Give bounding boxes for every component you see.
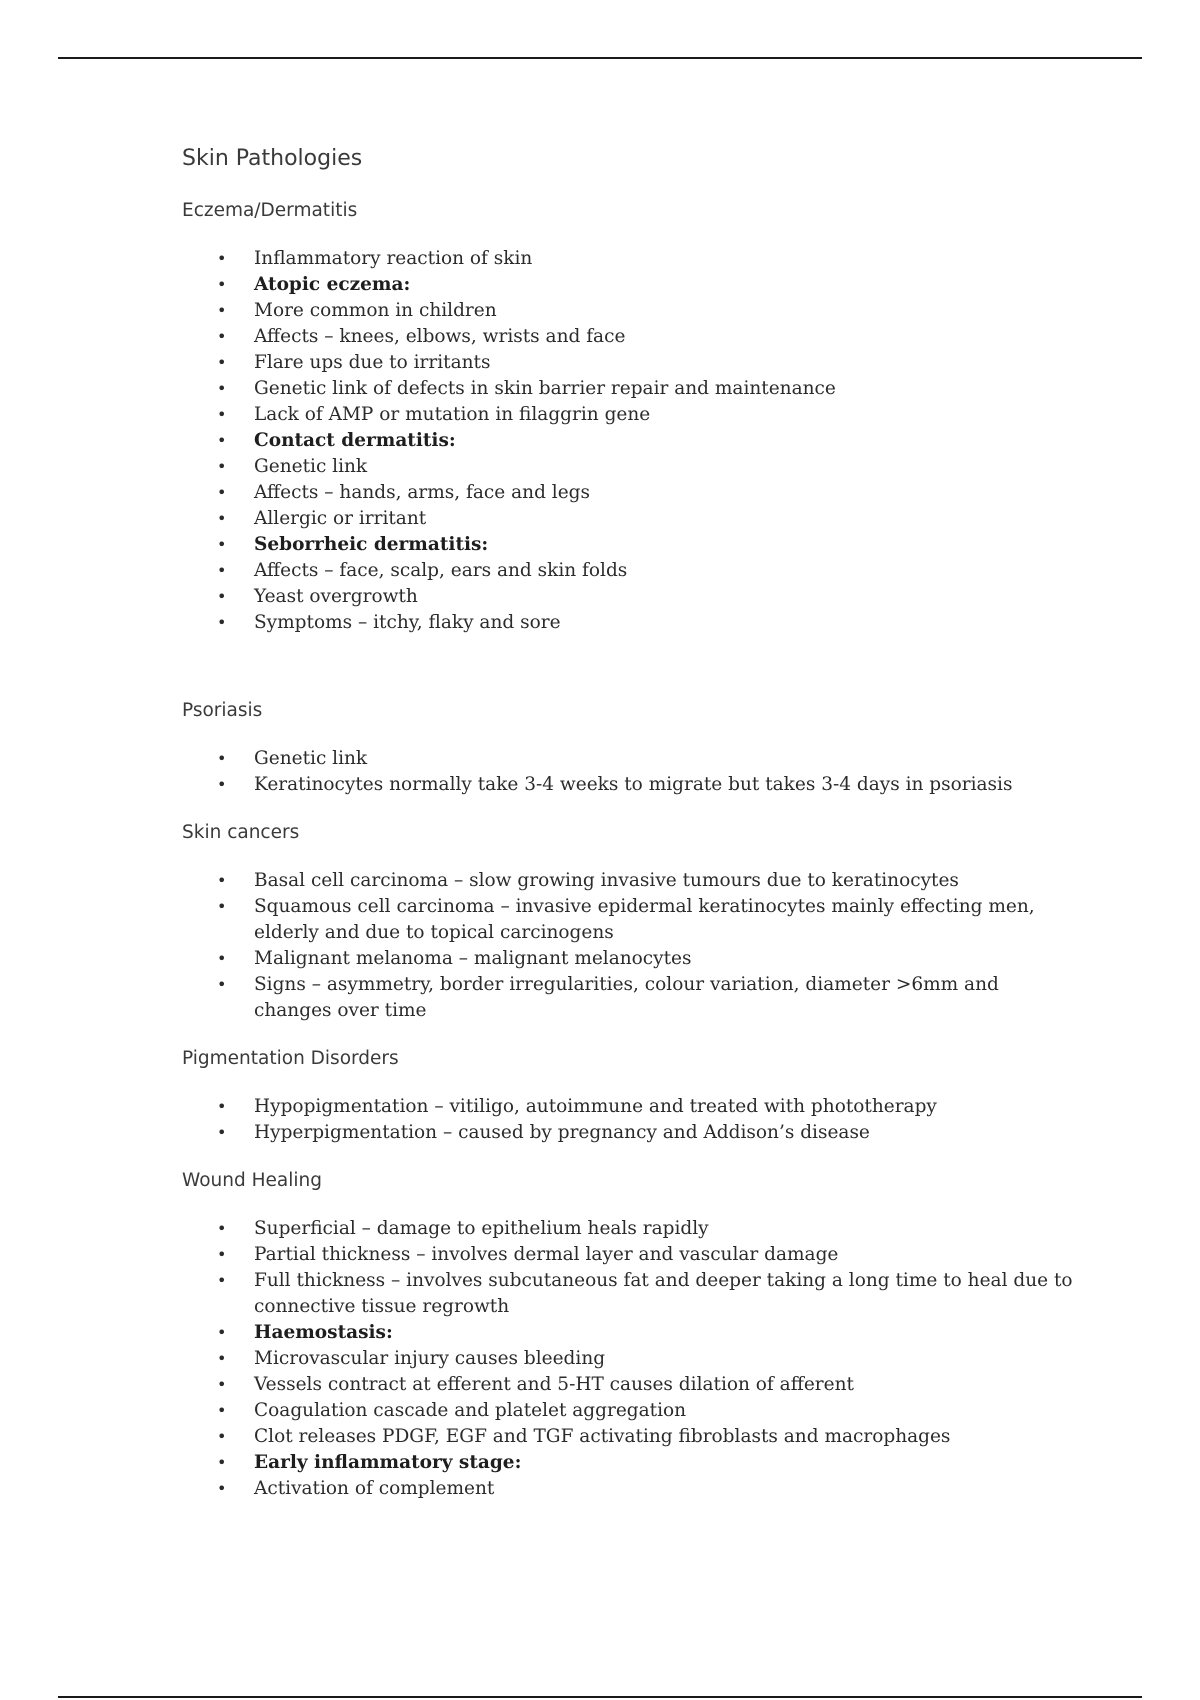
list-item-text: Squamous cell carcinoma – invasive epidermal keratinocytes mainly effecting men, elderly and due to topical carcinogens	[254, 896, 1035, 943]
list-item	[217, 1268, 1082, 1320]
bullet-icon: •	[217, 897, 227, 916]
bullet-icon: •	[217, 249, 227, 268]
list-item-text: Microvascular injury causes bleeding	[254, 1348, 606, 1369]
bullet-list	[182, 1094, 1082, 1146]
list-item-text: Affects – knees, elbows, wrists and face	[254, 326, 626, 347]
footer-rule	[58, 1696, 1142, 1698]
list-item	[217, 868, 1082, 894]
list-item-text: Seborrheic dermatitis:	[254, 534, 489, 555]
list-item	[217, 746, 1082, 772]
list-item-text: Hyperpigmentation – caused by pregnancy and Addison’s disease	[254, 1122, 870, 1143]
list-item-text: Clot releases PDGF, EGF and TGF activating fibroblasts and macrophages	[254, 1426, 951, 1447]
list-item	[217, 584, 1082, 610]
list-item-text: Contact dermatitis:	[254, 430, 456, 451]
section	[182, 820, 1082, 1024]
bullet-list	[182, 246, 1082, 636]
list-item-text: Haemostasis:	[254, 1322, 393, 1343]
bullet-icon: •	[217, 535, 227, 554]
list-item	[217, 972, 1082, 1024]
header-rule	[58, 57, 1142, 59]
bullet-icon: •	[217, 405, 227, 424]
bullet-icon: •	[217, 301, 227, 320]
list-item	[217, 376, 1082, 402]
bullet-icon: •	[217, 871, 227, 890]
bullet-icon: •	[217, 1245, 227, 1264]
bullet-list	[182, 746, 1082, 798]
list-item-text: Hypopigmentation – vitiligo, autoimmune and treated with phototherapy	[254, 1096, 937, 1117]
list-item	[217, 1476, 1082, 1502]
list-item-text: Coagulation cascade and platelet aggregation	[254, 1400, 687, 1421]
bullet-icon: •	[217, 561, 227, 580]
list-item	[217, 1242, 1082, 1268]
bullet-icon: •	[217, 509, 227, 528]
list-item-text: Malignant melanoma – malignant melanocytes	[254, 948, 692, 969]
bullet-icon: •	[217, 379, 227, 398]
list-item-text: Early inflammatory stage:	[254, 1452, 522, 1473]
bullet-icon: •	[217, 353, 227, 372]
bullet-icon: •	[217, 949, 227, 968]
page-title: Skin Pathologies	[182, 146, 363, 171]
bullet-icon: •	[217, 1427, 227, 1446]
bullet-icon: •	[217, 1375, 227, 1394]
list-item	[217, 480, 1082, 506]
list-item	[217, 610, 1082, 636]
section	[182, 1046, 1082, 1146]
bullet-icon: •	[217, 431, 227, 450]
list-item	[217, 1424, 1082, 1450]
bullet-icon: •	[217, 1453, 227, 1472]
section-heading: Skin cancers	[182, 822, 300, 843]
list-item	[217, 532, 1082, 558]
list-item-text: Allergic or irritant	[254, 508, 427, 529]
list-item	[217, 558, 1082, 584]
list-item-text: Activation of complement	[254, 1478, 495, 1499]
bullet-icon: •	[217, 483, 227, 502]
section	[182, 1168, 1082, 1502]
list-item	[217, 772, 1082, 798]
bullet-icon: •	[217, 1323, 227, 1342]
list-item-text: Inflammatory reaction of skin	[254, 248, 533, 269]
list-item-text: Flare ups due to irritants	[254, 352, 491, 373]
section	[182, 198, 1082, 636]
list-item-text: Genetic link of defects in skin barrier repair and maintenance	[254, 378, 836, 399]
list-item	[217, 1216, 1082, 1242]
bullet-icon: •	[217, 1123, 227, 1142]
list-item	[217, 1372, 1082, 1398]
list-item	[217, 1320, 1082, 1346]
list-item-text: Symptoms – itchy, flaky and sore	[254, 612, 561, 633]
list-item-text: Vessels contract at efferent and 5-HT causes dilation of afferent	[254, 1374, 854, 1395]
list-item-text: Affects – face, scalp, ears and skin folds	[254, 560, 628, 581]
sections-container	[182, 198, 1082, 1502]
list-item-text: Affects – hands, arms, face and legs	[254, 482, 590, 503]
bullet-list	[182, 1216, 1082, 1502]
bullet-icon: •	[217, 275, 227, 294]
list-item	[217, 298, 1082, 324]
document-body	[182, 144, 1082, 1502]
bullet-icon: •	[217, 749, 227, 768]
list-item	[217, 454, 1082, 480]
bullet-icon: •	[217, 1271, 227, 1290]
list-item-text: Keratinocytes normally take 3-4 weeks to migrate but takes 3-4 days in psoriasis	[254, 774, 1013, 795]
list-item-text: Atopic eczema:	[254, 274, 411, 295]
list-item-text: Yeast overgrowth	[254, 586, 418, 607]
bullet-icon: •	[217, 613, 227, 632]
bullet-icon: •	[217, 587, 227, 606]
list-item	[217, 246, 1082, 272]
section-heading: Pigmentation Disorders	[182, 1048, 399, 1069]
list-item-text: Superficial – damage to epithelium heals rapidly	[254, 1218, 709, 1239]
list-item-text: Basal cell carcinoma – slow growing invasive tumours due to keratinocytes	[254, 870, 959, 891]
bullet-icon: •	[217, 1097, 227, 1116]
section	[182, 698, 1082, 798]
list-item	[217, 324, 1082, 350]
list-item-text: Genetic link	[254, 748, 368, 769]
list-item-text: Genetic link	[254, 456, 368, 477]
section-heading: Eczema/Dermatitis	[182, 200, 358, 221]
section-heading: Wound Healing	[182, 1170, 322, 1191]
section-heading: Psoriasis	[182, 700, 263, 721]
list-item-text: Partial thickness – involves dermal layer and vascular damage	[254, 1244, 839, 1265]
list-item	[217, 1094, 1082, 1120]
bullet-icon: •	[217, 1349, 227, 1368]
list-item-text: Signs – asymmetry, border irregularities, colour variation, diameter >6mm and changes over time	[254, 974, 999, 1021]
list-item	[217, 946, 1082, 972]
bullet-icon: •	[217, 775, 227, 794]
list-item	[217, 894, 1082, 946]
list-item-text: Lack of AMP or mutation in filaggrin gene	[254, 404, 651, 425]
list-item	[217, 1346, 1082, 1372]
list-item	[217, 272, 1082, 298]
bullet-icon: •	[217, 975, 227, 994]
list-item-text: Full thickness – involves subcutaneous fat and deeper taking a long time to heal due to connective tissue regrowth	[254, 1270, 1073, 1317]
list-item	[217, 402, 1082, 428]
bullet-icon: •	[217, 457, 227, 476]
bullet-list	[182, 868, 1082, 1024]
list-item	[217, 350, 1082, 376]
bullet-icon: •	[217, 1219, 227, 1238]
list-item-text: More common in children	[254, 300, 497, 321]
list-item	[217, 1398, 1082, 1424]
bullet-icon: •	[217, 327, 227, 346]
list-item	[217, 506, 1082, 532]
bullet-icon: •	[217, 1401, 227, 1420]
bullet-icon: •	[217, 1479, 227, 1498]
list-item	[217, 1120, 1082, 1146]
list-item	[217, 428, 1082, 454]
list-item	[217, 1450, 1082, 1476]
